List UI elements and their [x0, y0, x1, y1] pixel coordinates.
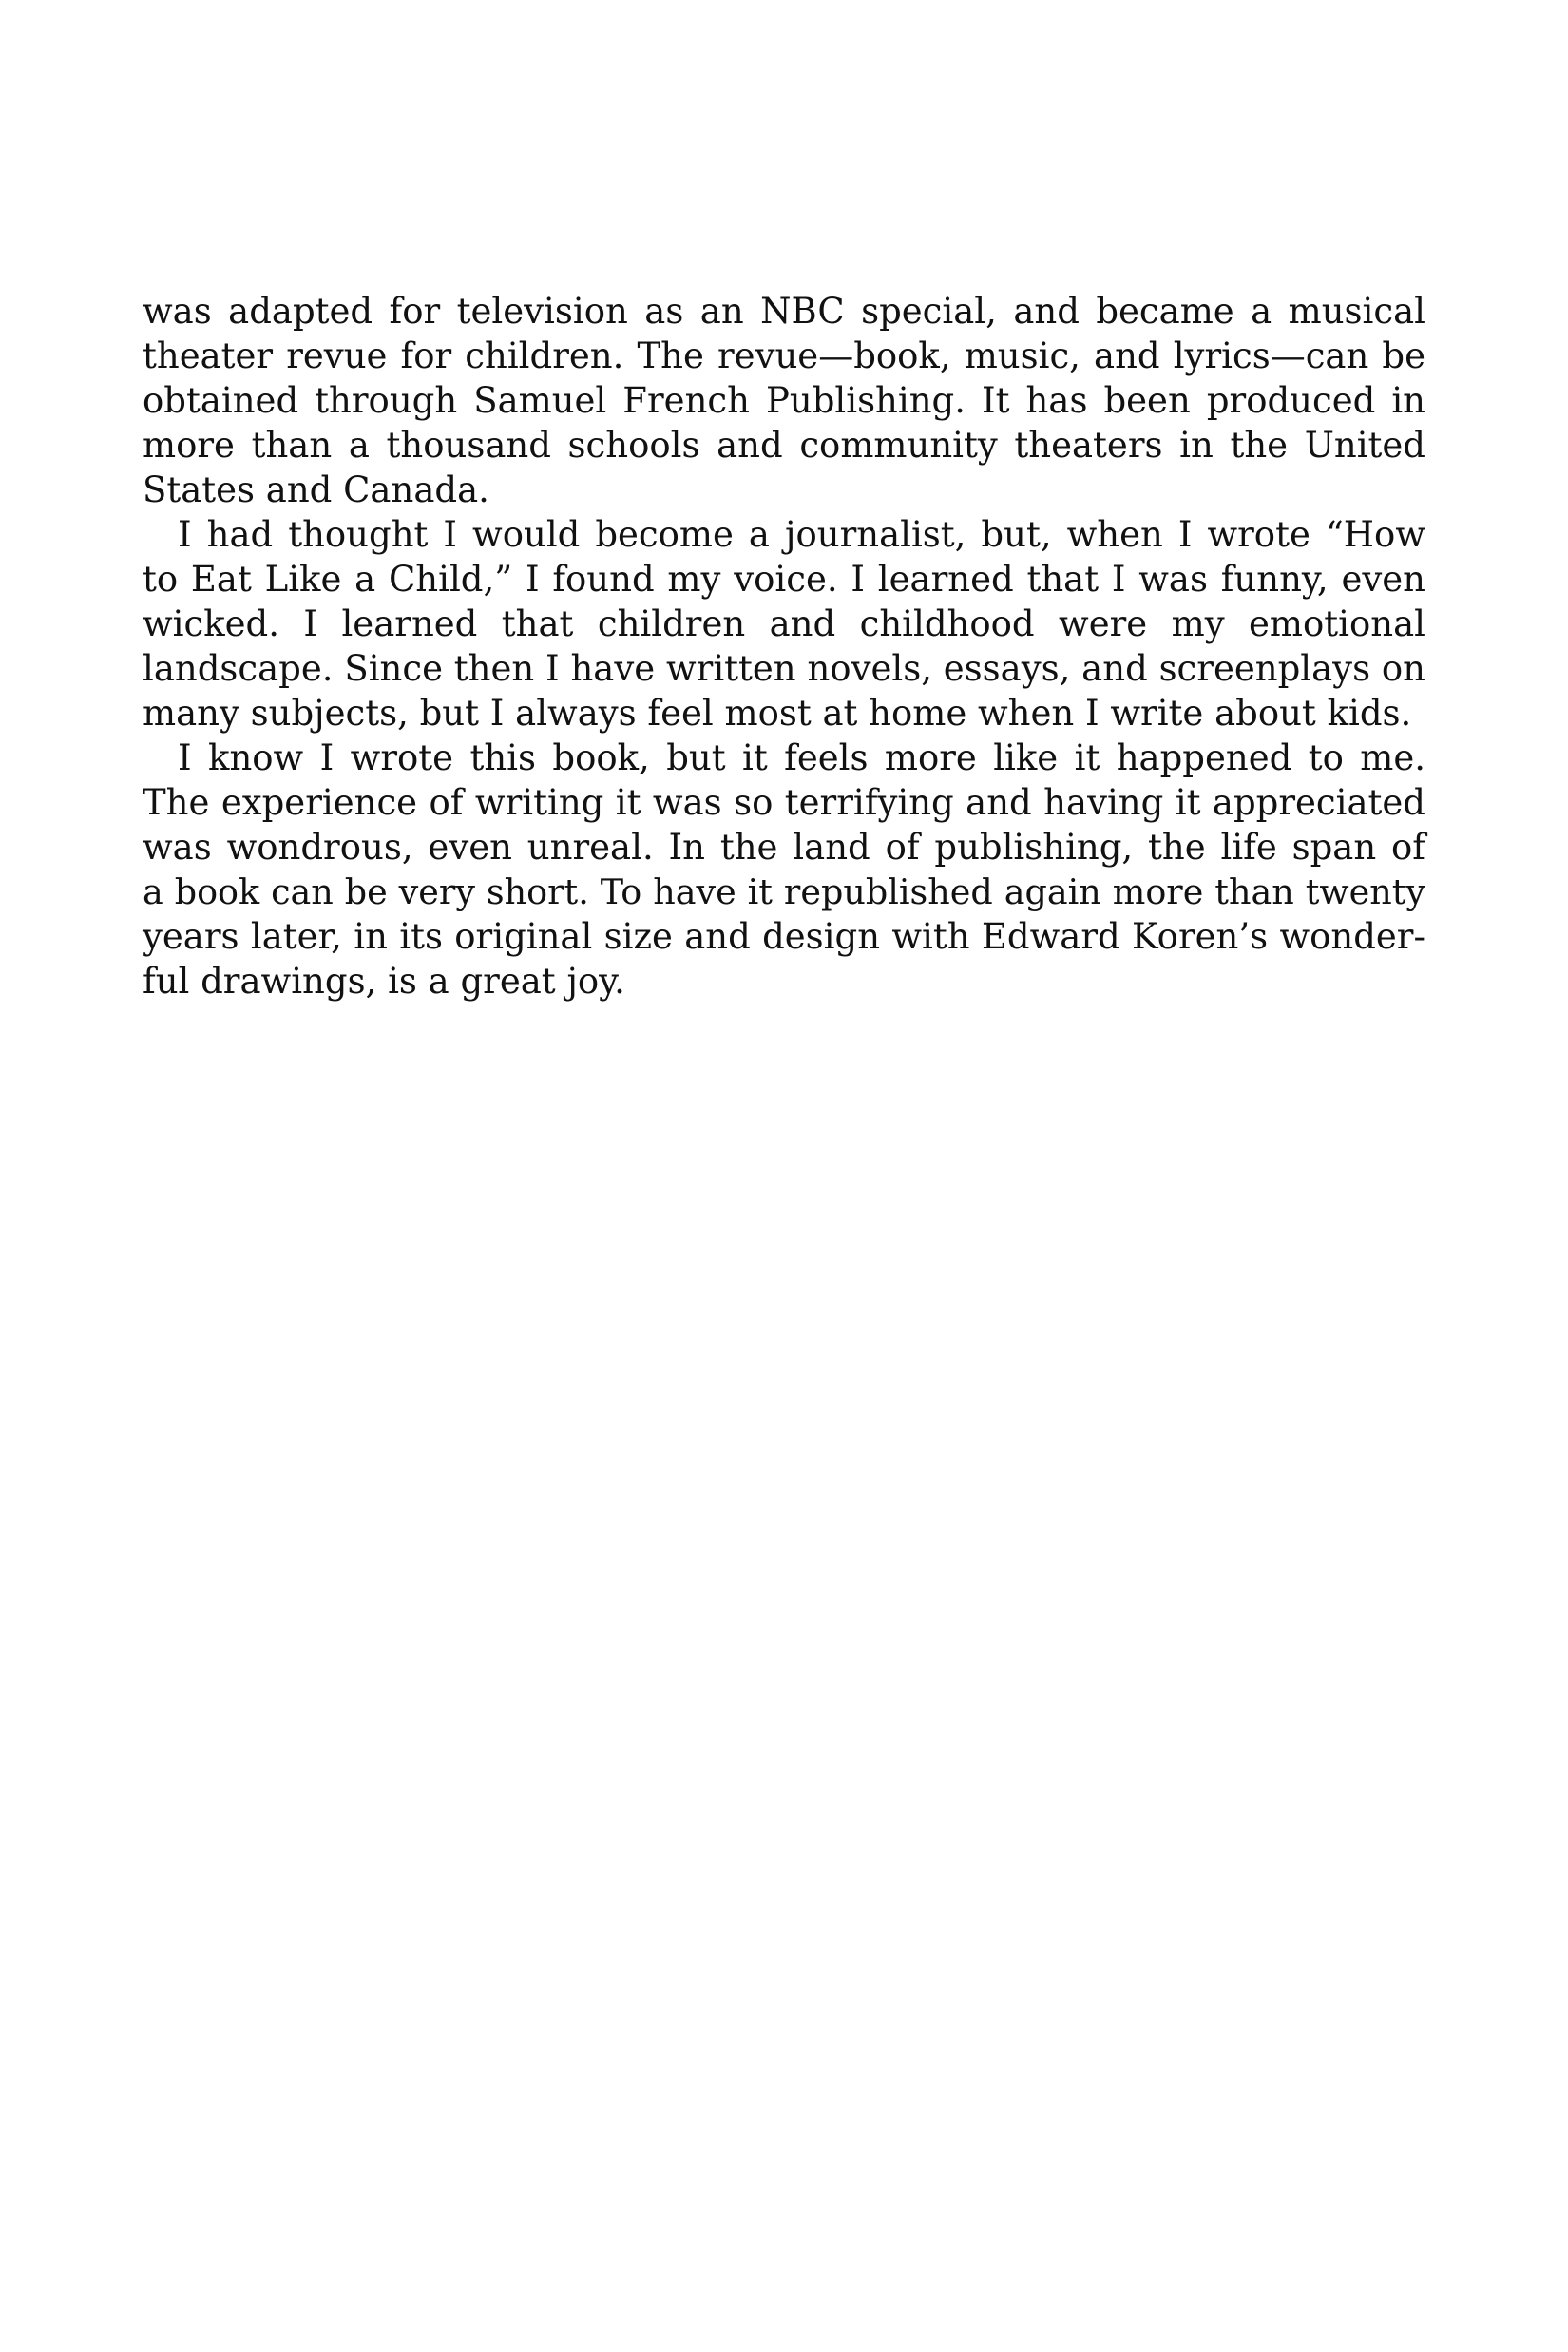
text-line: I know I wrote this book, but it feels more like it happened to me. — [178, 737, 1425, 778]
text-line: The experience of writing it was so terrifying and having it appreciated — [143, 782, 1425, 823]
text-line: a book can be very short. To have it republished again more than twenty — [143, 871, 1425, 912]
text-line: years later, in its original size and design with Edward Koren’s wonder- — [143, 916, 1425, 957]
text-line: obtained through Samuel French Publishing. It has been produced in — [143, 380, 1425, 421]
paragraph — [143, 512, 1425, 736]
paragraph — [143, 736, 1425, 1004]
text-line: ful drawings, is a great joy. — [143, 961, 625, 1002]
text-line: many subjects, but I always feel most at home when I write about kids. — [143, 693, 1412, 734]
body-text — [143, 289, 1425, 1004]
text-line: theater revue for children. The revue—book, music, and lyrics—can be — [143, 335, 1425, 376]
text-line: I had thought I would become a journalist, but, when I wrote “How — [178, 514, 1425, 555]
text-line: States and Canada. — [143, 469, 489, 510]
text-line: was adapted for television as an NBC special, and became a musical — [143, 291, 1425, 332]
text-line: more than a thousand schools and community theaters in the United — [143, 425, 1425, 466]
paragraph — [143, 289, 1425, 512]
text-line: landscape. Since then I have written novels, essays, and screenplays on — [143, 648, 1425, 689]
text-line: to Eat Like a Child,” I found my voice. I learned that I was funny, even — [143, 559, 1425, 600]
text-line: was wondrous, even unreal. In the land of publishing, the life span of — [143, 827, 1425, 868]
text-line: wicked. I learned that children and childhood were my emotional — [143, 603, 1425, 644]
